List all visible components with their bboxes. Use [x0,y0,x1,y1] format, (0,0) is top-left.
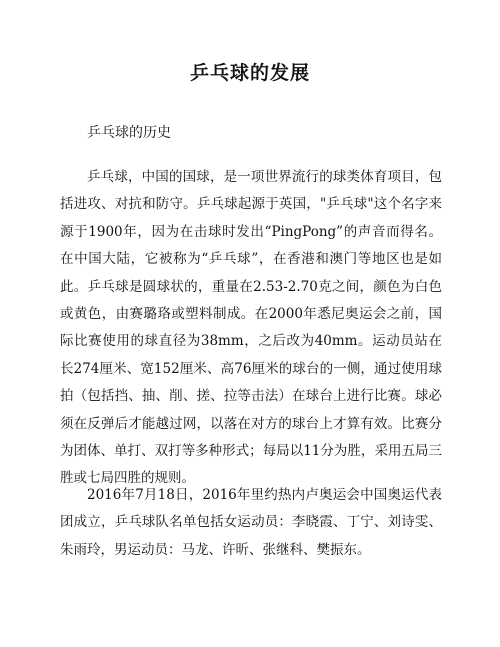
document-title: 乒乓球的发展 [189,62,310,84]
paragraph-olympic-team: 2016年7月18日，2016年里约热内卢奥运会中国奥运代表团成立，乒乓球队名单包括女运动员：李晓霞、丁宁、刘诗雯、朱雨玲，男运动员：马龙、许昕、张继科、樊振东。 [60,487,442,558]
section-heading: 乒乓球的历史 [87,125,171,141]
paragraph-history: 乒乓球，中国的国球，是一项世界流行的球类体育项目，包括进攻、对抗和防守。乒乓球起源于英国，"乒乓球"这个名字来源于1900年，因为在击球时发出“PingPong”的声音而得名。在中国大陆，它被称为“乒乓球”，在香港和澳门等地区也是如此。乒乓球是圆球状的，重量在2.53-2.70克之间，颜色为白色或黄色，由赛璐珞或塑料制成。在2000年悉尼奥运会之前，国际比赛使用的球直径为38mm，之后改为40mm。运动员站在长274厘米、宽152厘米、高76厘米的球台的一侧，通过使用球拍（包括挡、抽、削、搓、拉等击法）在球台上进行比赛。球必须在反弹后才能越过网，以落在对方的球台上才算有效。比赛分为团体、单打、双打等多种形式；每局以11分为胜，采用五局三胜或七局四胜的规则。 [60,169,442,487]
